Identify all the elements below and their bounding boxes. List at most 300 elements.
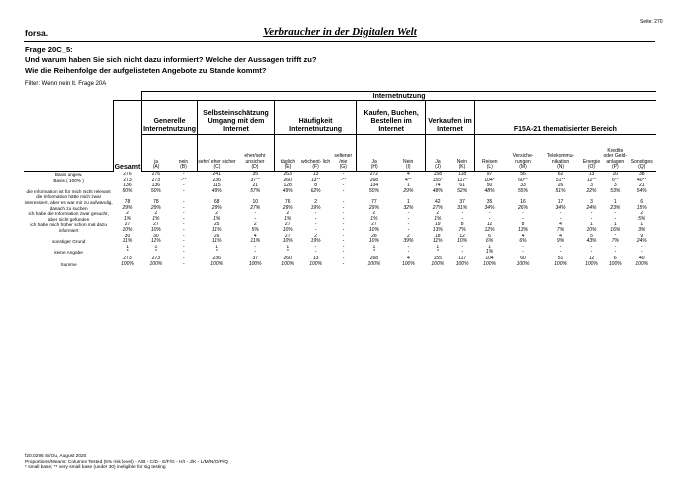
- column-label: Sonstiges: [630, 158, 653, 165]
- column-code: (A): [152, 164, 160, 171]
- table-cell: [474, 194, 504, 211]
- cell-percent: 100%: [455, 260, 469, 267]
- cell-count: 268: [369, 177, 379, 183]
- cell-count: 4: [407, 171, 410, 177]
- cell-percent: -: [314, 215, 317, 222]
- cell-count: 27: [284, 222, 291, 228]
- table-cell: [474, 245, 504, 256]
- cell-percent: 100%: [608, 260, 622, 267]
- cell-count: -: [182, 171, 185, 177]
- cell-percent: 100%: [309, 260, 322, 267]
- column-label: Versiche- rungen: [512, 153, 534, 165]
- column-code: (B): [180, 164, 187, 171]
- cell-count: 2: [215, 211, 219, 217]
- cell-percent: 13%: [432, 226, 443, 233]
- table-cell: [113, 194, 141, 211]
- cell-count: 12: [486, 222, 493, 228]
- table-cell: [391, 211, 425, 222]
- cell-count: 13: [312, 255, 319, 261]
- cell-count: -: [254, 211, 257, 217]
- cell-count: 60**: [518, 177, 528, 183]
- table-cell: [170, 211, 197, 222]
- cell-count: 2: [154, 211, 158, 217]
- cell-percent: 100%: [516, 260, 530, 267]
- cell-count: 26: [213, 233, 220, 239]
- cell-percent: -: [182, 187, 185, 194]
- cell-count: 4: [521, 233, 525, 239]
- column-label: nein: [178, 158, 189, 165]
- table-cell: [474, 234, 504, 245]
- cell-count: 117: [458, 255, 467, 261]
- column-header: [541, 135, 580, 172]
- table-cell: [391, 256, 425, 267]
- table-cell: [474, 256, 504, 267]
- table-cell: [357, 194, 391, 211]
- cell-percent: -: [461, 215, 463, 222]
- cell-count: 6: [613, 255, 617, 261]
- column-header: [275, 135, 301, 172]
- cell-count: -: [461, 244, 463, 250]
- table-cell: [627, 194, 656, 211]
- cell-count: 1: [407, 198, 410, 205]
- cell-percent: -: [590, 215, 593, 222]
- cell-percent: 19%: [310, 238, 321, 245]
- cell-count: 27: [284, 233, 291, 239]
- cell-percent: 5%: [638, 215, 646, 222]
- table-cell: [603, 245, 627, 256]
- cell-percent: -: [407, 249, 410, 256]
- cell-count: -: [314, 222, 317, 228]
- cell-count: 104: [485, 255, 494, 261]
- cell-count: 9: [640, 233, 644, 239]
- table-cell: [170, 194, 197, 211]
- cell-count: 2: [640, 211, 644, 217]
- cell-count: 68: [213, 198, 220, 205]
- table-cell: [450, 194, 474, 211]
- cell-percent: 55%: [518, 187, 529, 194]
- cell-count: -: [342, 183, 345, 189]
- table-cell: [580, 194, 603, 211]
- cell-percent: 100%: [121, 260, 134, 267]
- table-cell: [357, 256, 391, 267]
- cell-count: 3: [590, 183, 593, 189]
- cell-count: 2: [314, 198, 317, 205]
- table-cell: [330, 194, 356, 211]
- cell-count: 21: [638, 183, 645, 189]
- cell-count: 6**: [611, 177, 619, 183]
- cell-percent: *: [154, 249, 157, 256]
- column-header: [426, 135, 450, 172]
- table-cell: [450, 234, 474, 245]
- question-code: Frage 20C_5:: [25, 45, 73, 54]
- cell-percent: 1%: [123, 215, 132, 222]
- cell-count: 1: [154, 244, 158, 250]
- cell-count: 19: [435, 222, 441, 228]
- table-cell: [357, 234, 391, 245]
- cell-percent: 49%: [282, 187, 293, 194]
- cell-count: 158: [433, 171, 442, 177]
- table-row: [24, 256, 656, 267]
- table-cell: [450, 245, 474, 256]
- cell-count: -: [407, 211, 410, 217]
- table-cell: [197, 183, 236, 194]
- table-cell: [541, 211, 580, 222]
- cell-percent: -: [182, 260, 185, 267]
- cell-count: 4**: [405, 177, 412, 183]
- cell-percent: 100%: [585, 260, 598, 267]
- column-label: Telekommu- nikation: [546, 153, 575, 165]
- cell-percent: 54%: [636, 187, 647, 194]
- table-cell: [236, 245, 275, 256]
- cell-percent: -: [342, 249, 345, 256]
- table-cell: [142, 245, 170, 256]
- cell-percent: 9%: [556, 238, 565, 245]
- cell-percent: -: [314, 226, 317, 233]
- cell-count: 2: [286, 211, 290, 217]
- table-cell: [301, 211, 330, 222]
- cell-count: 35: [486, 198, 493, 205]
- table-cell: [170, 256, 197, 267]
- footer-line: Proportions/Means: Columns Tested (5% risk level) - A/B - C/D - E/F/G - H/I - J/K - L/M/N/O/P/Q: [25, 459, 229, 465]
- cell-percent: 29%: [122, 204, 133, 211]
- column-code: (C): [213, 164, 221, 171]
- cell-count: 1: [286, 244, 290, 250]
- cell-percent: 39%: [403, 238, 414, 245]
- cell-count: 273: [151, 177, 161, 183]
- table-row: [24, 222, 656, 233]
- cell-count: -: [182, 222, 185, 228]
- table-cell: [391, 245, 425, 256]
- cell-percent: 62%: [310, 187, 321, 194]
- cell-percent: -: [182, 249, 185, 256]
- cell-percent: 1%: [434, 215, 442, 222]
- table-cell: [275, 234, 301, 245]
- cell-percent: 5%: [251, 226, 259, 233]
- table-cell: [580, 256, 603, 267]
- table-cell: [474, 183, 504, 194]
- filter-note: Filter: Wenn nein lt. Frage 20A: [25, 81, 107, 87]
- column-code: (P): [611, 164, 619, 171]
- cell-count: -: [407, 244, 410, 250]
- column-header: [474, 135, 504, 172]
- cell-percent: 24%: [586, 204, 597, 211]
- cell-count: 6: [488, 233, 491, 239]
- cell-count: 77: [371, 198, 377, 205]
- cell-count: 12**: [586, 177, 597, 183]
- cell-percent: -: [342, 215, 345, 222]
- cell-count: 61: [459, 183, 465, 189]
- cell-count: 1: [372, 244, 376, 250]
- column-label: Ja: [435, 158, 441, 165]
- table-cell: [113, 245, 141, 256]
- cell-count: 2: [314, 233, 317, 239]
- brand-logo: forsa.: [25, 28, 49, 38]
- table-cell: [197, 245, 236, 256]
- table-cell: [275, 211, 301, 222]
- table-cell: [330, 245, 356, 256]
- table-cell: [603, 211, 627, 222]
- column-header: [301, 135, 330, 172]
- cell-percent: 10%: [282, 238, 293, 245]
- column-label: seltener /nie: [334, 153, 353, 165]
- cell-count: 2: [126, 211, 129, 217]
- column-header: [142, 135, 170, 172]
- column-code: (L): [486, 164, 493, 171]
- table-cell: [541, 245, 580, 256]
- cell-count: 78: [124, 198, 131, 205]
- report-title: Verbraucher in der Digitalen Welt: [263, 26, 417, 38]
- cell-count: -: [614, 244, 617, 250]
- cell-count: 13: [588, 171, 595, 177]
- column-header: [330, 135, 356, 172]
- table-cell: [426, 194, 450, 211]
- table-cell: [450, 222, 474, 233]
- cell-percent: 10%: [368, 238, 379, 245]
- cell-count: 50: [486, 183, 493, 189]
- table-cell: [113, 211, 141, 222]
- cell-count: 12: [588, 255, 595, 261]
- cell-count: 236: [212, 255, 221, 261]
- table-cell: [580, 183, 603, 194]
- table-cell: [197, 222, 236, 233]
- table-cell: [113, 234, 141, 245]
- cell-count: 273: [123, 255, 132, 261]
- column-header: [357, 135, 391, 172]
- cell-count: 62: [557, 171, 564, 177]
- cell-percent: 100%: [431, 260, 445, 267]
- cell-count: 236: [212, 177, 221, 183]
- table-cell: [330, 234, 356, 245]
- table-cell: [330, 183, 356, 194]
- cell-percent: 23%: [610, 204, 621, 211]
- table-cell: [505, 234, 542, 245]
- cell-count: -: [342, 198, 345, 205]
- cell-count: 30: [124, 233, 131, 239]
- cell-percent: -: [342, 260, 345, 267]
- table-cell: [505, 245, 542, 256]
- cell-count: 2: [436, 211, 440, 217]
- column-code: (E): [284, 164, 292, 171]
- cell-count: 8: [460, 222, 464, 228]
- cell-percent: 1%: [213, 215, 221, 222]
- cell-count: 3: [613, 183, 617, 189]
- cell-percent: 100%: [248, 260, 262, 267]
- cell-count: -: [182, 198, 185, 205]
- table-cell: [142, 194, 170, 211]
- table-cell: [275, 194, 301, 211]
- cell-percent: 11%: [151, 238, 161, 245]
- table-cell: [142, 222, 170, 233]
- cell-count: -: [342, 222, 345, 228]
- table-cell: [505, 222, 542, 233]
- cell-percent: 22%: [586, 187, 597, 194]
- cell-count: 5: [590, 233, 593, 239]
- cell-percent: 27%: [432, 204, 443, 211]
- cell-count: 8: [314, 183, 317, 189]
- table-cell: [391, 222, 425, 233]
- cell-count: 1: [126, 244, 129, 250]
- table-cell: [142, 234, 170, 245]
- cell-count: 21: [252, 183, 259, 189]
- table-cell: [426, 245, 450, 256]
- cell-count: -: [590, 244, 593, 250]
- row-label: ich habe mich früher schon mal dazu informiert: [30, 222, 107, 233]
- table-cell: [426, 234, 450, 245]
- cell-percent: 12%: [484, 226, 495, 233]
- cell-count: 273: [123, 177, 132, 183]
- cell-percent: 6%: [519, 238, 527, 245]
- cell-percent: 10%: [368, 226, 379, 233]
- cell-percent: 16%: [610, 226, 621, 233]
- cell-percent: 13%: [518, 226, 529, 233]
- table-cell: [142, 183, 170, 194]
- table-cell: [142, 256, 170, 267]
- page-number: Seite: 270: [640, 19, 663, 25]
- cell-count: 260: [283, 255, 292, 261]
- cell-count: -: [182, 255, 185, 261]
- cell-percent: 10%: [282, 226, 293, 233]
- table-cell: [301, 194, 330, 211]
- cell-percent: -: [559, 215, 562, 222]
- cell-count: -: [342, 211, 345, 217]
- column-label: sehr/ eher sicher: [198, 158, 236, 165]
- internetnutzung-header: Internetnutzung: [142, 92, 656, 101]
- table-cell: [627, 183, 656, 194]
- table-row: [24, 183, 656, 194]
- cell-count: 27: [371, 222, 377, 228]
- cell-percent: -: [522, 215, 524, 222]
- cell-count: 35: [252, 171, 259, 177]
- table-cell: [197, 211, 236, 222]
- column-code: (K): [458, 164, 466, 171]
- table-cell: [357, 211, 391, 222]
- cell-count: 74: [435, 183, 441, 189]
- cell-percent: 50%: [150, 187, 161, 194]
- cell-percent: -: [522, 249, 524, 256]
- cell-percent: -: [254, 215, 257, 222]
- row-label: Basis ( 100% ): [53, 177, 84, 183]
- column-label: wöchent- lich: [301, 158, 331, 165]
- table-cell: [113, 256, 141, 267]
- cell-percent: 48%: [484, 187, 495, 194]
- column-label: Kredite oder Geld- anlagen: [603, 147, 628, 165]
- column-header: [505, 135, 542, 172]
- cell-percent: -: [254, 249, 257, 256]
- cell-count: 1: [488, 244, 491, 250]
- table-cell: [580, 245, 603, 256]
- table-cell: [541, 222, 580, 233]
- column-code: (H): [370, 164, 378, 171]
- cell-percent: 1%: [152, 215, 160, 222]
- cell-percent: -: [590, 249, 593, 256]
- cell-count: -: [182, 183, 185, 189]
- table-cell: [170, 234, 197, 245]
- table-cell: [474, 222, 504, 233]
- cell-percent: 100%: [281, 260, 295, 267]
- table-cell: [330, 222, 356, 233]
- column-code: (I): [405, 164, 411, 171]
- group-header: Kaufen, Buchen, Bestellen im Internet: [357, 101, 426, 135]
- column-label: Ja: [371, 158, 377, 165]
- cell-percent: 100%: [367, 260, 381, 267]
- cell-percent: 50%: [122, 187, 133, 194]
- column-header: [450, 135, 474, 172]
- cell-count: 1: [215, 244, 219, 250]
- cell-count: -: [407, 222, 410, 228]
- cell-count: -: [314, 244, 317, 250]
- column-label: Nein: [403, 158, 414, 165]
- cell-percent: 7%: [556, 226, 565, 233]
- cell-percent: -: [614, 249, 617, 256]
- cell-count: *: [614, 233, 617, 239]
- cell-count: -: [342, 233, 345, 239]
- cell-percent: 6%: [485, 238, 494, 245]
- cell-percent: 53%: [610, 187, 621, 194]
- cell-count: 1: [436, 244, 440, 250]
- cell-count: 37**: [250, 177, 260, 183]
- cell-count: -: [254, 244, 257, 250]
- table-cell: [505, 194, 542, 211]
- table-cell: [391, 183, 425, 194]
- cell-count: -: [614, 211, 617, 217]
- gesamt-header: Gesamt: [113, 101, 141, 172]
- table-cell: [603, 194, 627, 211]
- cell-count: 27: [153, 222, 159, 228]
- table-cell: [426, 183, 450, 194]
- cell-percent: 29%: [403, 187, 414, 194]
- question-text: Und warum haben Sie sich nicht dazu informiert? Welche der Aussagen trifft zu?: [25, 54, 317, 64]
- cell-percent: 10%: [122, 226, 133, 233]
- row-label: die Information ist für mich nicht relevant: [26, 188, 111, 194]
- cell-count: 260: [283, 177, 292, 183]
- table-cell: [541, 194, 580, 211]
- table-cell: [301, 234, 330, 245]
- cell-count: 136: [151, 183, 161, 189]
- cell-percent: 100%: [483, 260, 496, 267]
- cell-percent: 11%: [211, 226, 222, 233]
- cell-count: 117*: [457, 177, 468, 183]
- table-cell: [236, 234, 275, 245]
- table-cell: [357, 245, 391, 256]
- cell-percent: 11%: [211, 238, 222, 245]
- row-label: Basis ungew.: [54, 172, 83, 177]
- table-cell: [426, 211, 450, 222]
- cell-percent: 100%: [635, 260, 649, 267]
- table-cell: [541, 256, 580, 267]
- table-cell: [627, 256, 656, 267]
- cell-count: 276: [151, 171, 161, 177]
- cell-count: 8: [521, 222, 525, 228]
- cell-count: 51: [557, 255, 564, 261]
- cell-percent: -: [614, 215, 617, 222]
- cell-count: 118: [458, 171, 467, 177]
- cell-count: -: [488, 211, 491, 217]
- table-cell: [603, 183, 627, 194]
- table-cell: [426, 256, 450, 267]
- cell-percent: 100%: [210, 260, 224, 267]
- cell-count: 104*: [484, 177, 495, 183]
- cell-count: 155*: [432, 177, 443, 183]
- table-cell: [301, 256, 330, 267]
- table-cell: [330, 211, 356, 222]
- row-label: die Information hätte mich zwar interessiert, aber es war mir zu aufwändig, danach zu suchen: [24, 194, 113, 211]
- row-label: keine Angabe: [54, 250, 83, 256]
- cell-percent: 34%: [484, 204, 495, 211]
- group-header: F15A-21 thematisierter Bereich: [474, 101, 656, 135]
- cell-count: -: [314, 211, 317, 217]
- row-label: Summe: [60, 261, 77, 267]
- cell-percent: 49%: [211, 187, 222, 194]
